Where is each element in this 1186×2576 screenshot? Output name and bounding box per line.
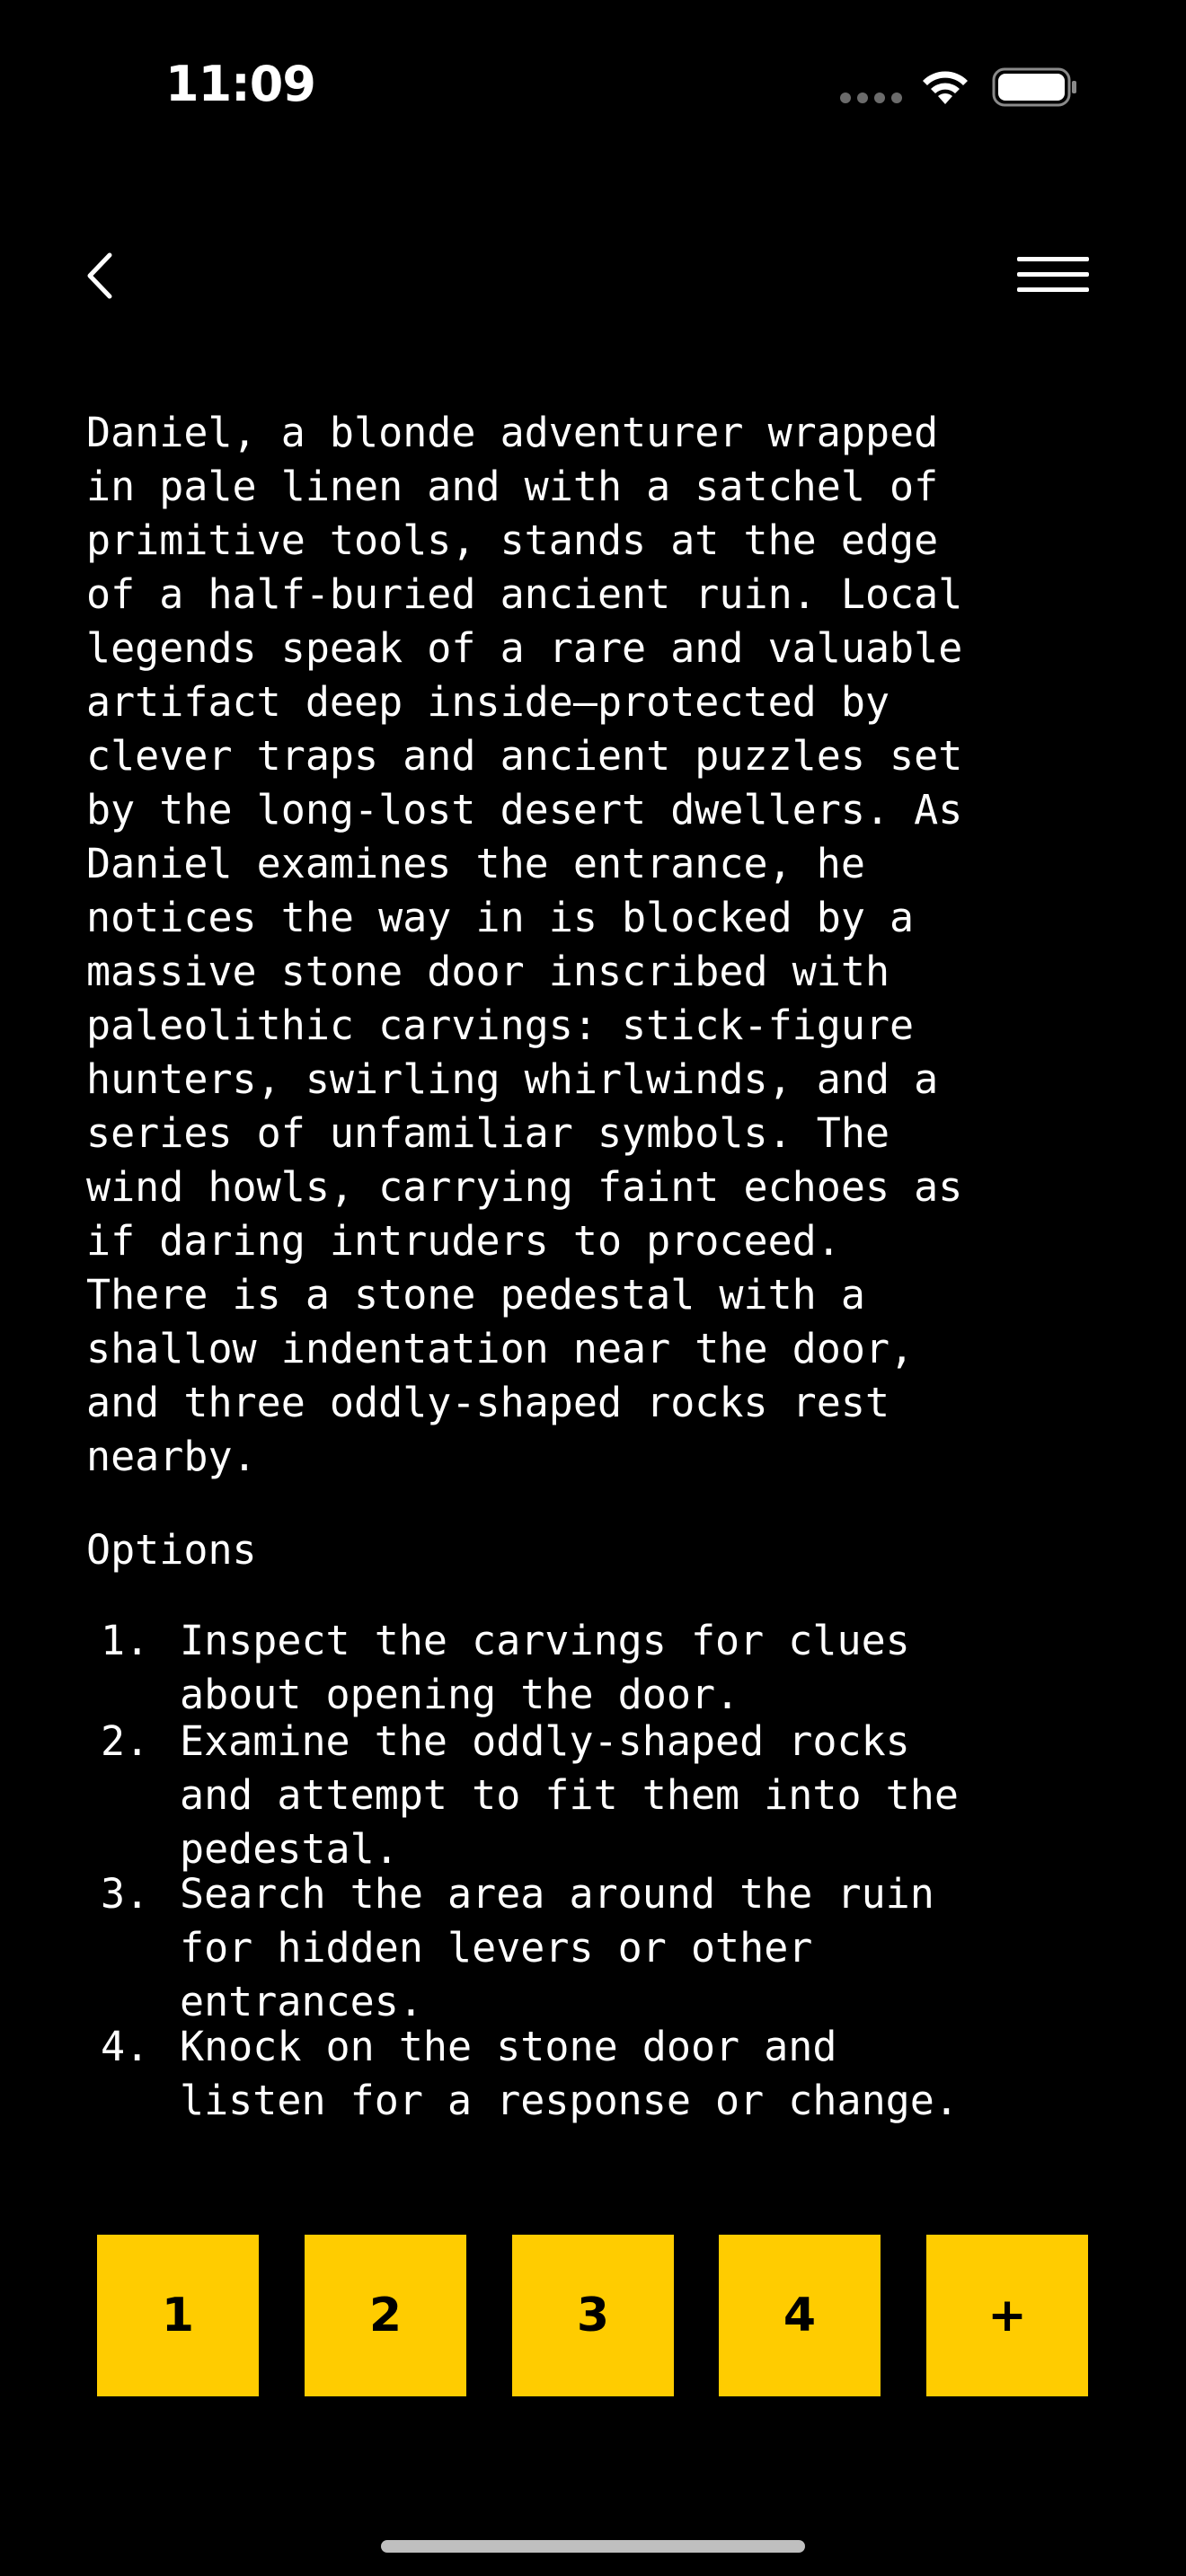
status-time: 11:09 <box>165 56 315 112</box>
option-item <box>101 1867 1098 2025</box>
choice-button-2[interactable]: 2 <box>305 2235 466 2396</box>
option-item <box>101 2020 1098 2128</box>
option-text: Knock on the stone door and listen for a response or change. <box>180 2023 959 2124</box>
options-heading: Options <box>86 1526 257 1574</box>
choice-button-row <box>97 2235 1089 2396</box>
choice-button-1[interactable]: 1 <box>97 2235 259 2396</box>
battery-icon <box>992 66 1078 108</box>
story-text: Daniel, a blonde adventurer wrapped in pale linen and with a satchel of primitive tools, stands at the edge of a half-buried ancient ruin. Local legends speak of a rare and valuable artifact deep inside—protected by clever traps and ancient puzzles set by the long-lost desert dwellers. As Daniel examines the entrance, he notices the way in is blocked by a massive stone door inscribed with paleolithic carvings: stick-figure hunters, swirling whirlwinds, and a series of unfamiliar symbols. The wind howls, carrying faint echoes as if daring intruders to proceed. There is a stone pedestal with a shallow indentation near the door, and three oddly-shaped rocks rest nearby. <box>86 409 963 1480</box>
custom-choice-button[interactable]: + <box>926 2235 1088 2396</box>
option-number: 3. <box>101 1870 150 1918</box>
choice-button-3[interactable]: 3 <box>512 2235 674 2396</box>
options-list <box>101 1614 1098 2128</box>
hamburger-menu-icon <box>1012 250 1093 300</box>
option-item <box>101 1614 1098 1718</box>
option-item <box>101 1715 1098 1873</box>
home-indicator[interactable] <box>381 2540 805 2553</box>
option-text: Examine the oddly-shaped rocks and attempt to fit them into the pedestal. <box>180 1717 959 1873</box>
option-number: 2. <box>101 1717 150 1765</box>
choice-button-4[interactable]: 4 <box>719 2235 881 2396</box>
option-number: 1. <box>101 1617 150 1664</box>
signal-dots-icon <box>840 93 903 103</box>
status-bar <box>0 0 1186 180</box>
option-text: Inspect the carvings for clues about opening the door. <box>180 1617 910 1718</box>
wifi-icon <box>918 65 972 106</box>
menu-button[interactable] <box>1012 250 1093 300</box>
back-button[interactable] <box>75 244 129 307</box>
option-number: 4. <box>101 2023 150 2070</box>
option-text: Search the area around the ruin for hidden levers or other entrances. <box>180 1870 934 2025</box>
chevron-left-icon <box>75 244 129 307</box>
